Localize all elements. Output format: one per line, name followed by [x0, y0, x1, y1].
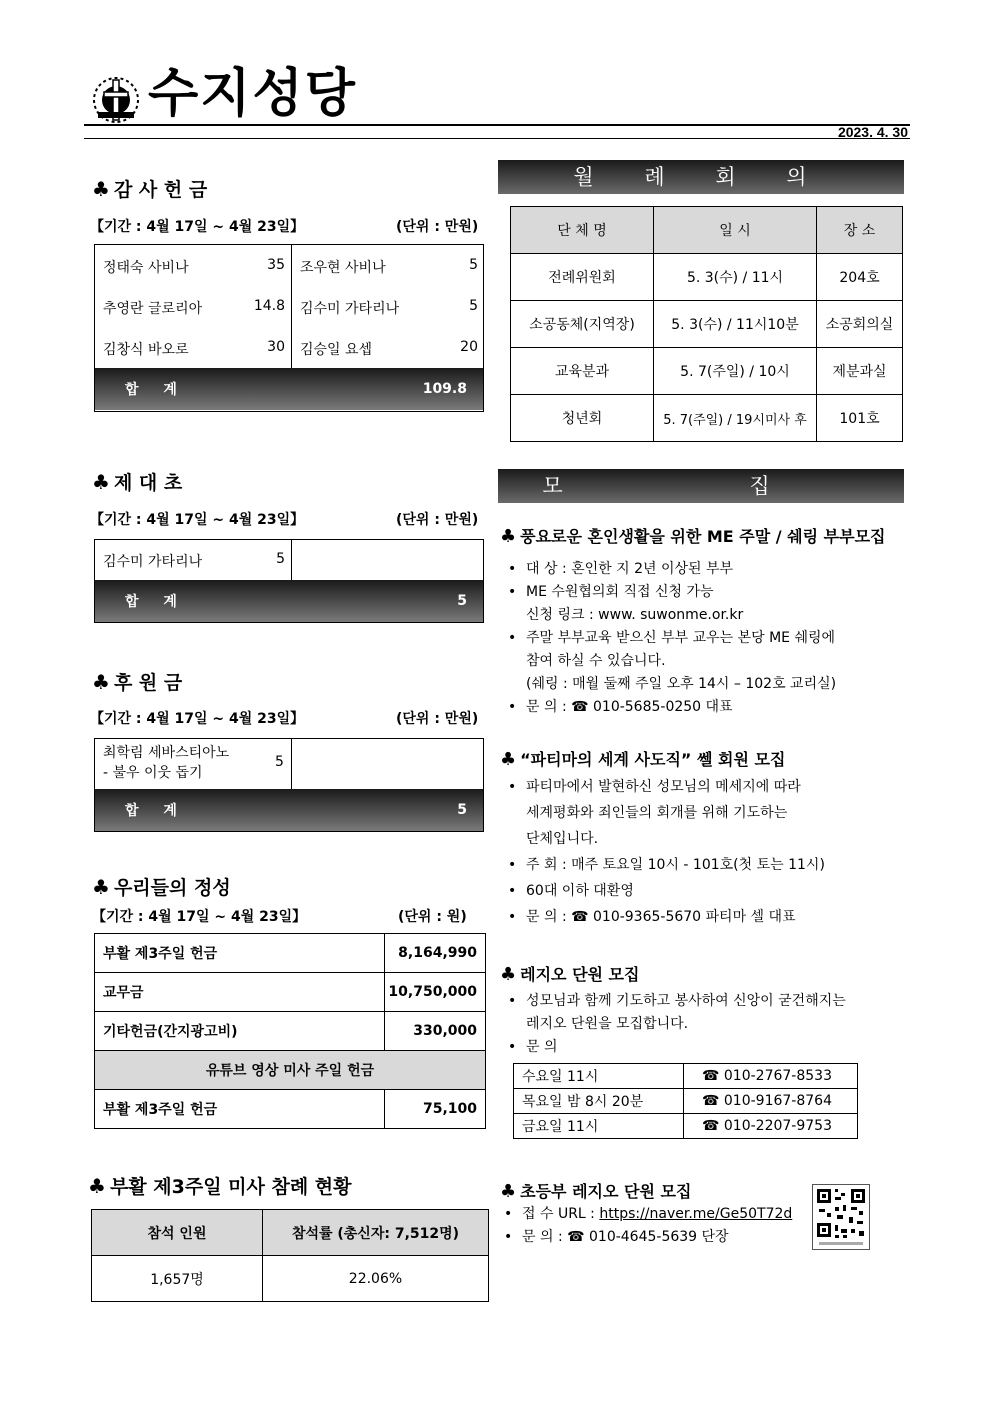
support-unit: (단위 : 만원) — [396, 711, 479, 727]
thanks-offering-title: ♣ 감 사 헌 금 — [92, 177, 208, 201]
fatima-list — [502, 774, 902, 930]
support-table — [94, 738, 484, 832]
table-row: 부활 제3주일 헌금 8,164,990 — [95, 934, 486, 973]
list-item: • 문 의 : ☎ 010-9365-5670 파티마 셀 대표 — [502, 904, 902, 930]
list-item: 레지오 단원을 모집합니다. — [526, 1016, 689, 1032]
header-rule-thin — [84, 138, 910, 139]
club-icon: ♣ — [500, 749, 517, 770]
table-row: 1,657명 22.06% — [92, 1256, 489, 1302]
bulletin-date: 2023. 4. 30 — [837, 124, 908, 140]
table-row: 참석 인원 참석률 (총신자: 7,512명) — [92, 1210, 489, 1256]
me-list — [502, 558, 902, 719]
candles-period: 【기간 : 4월 17일 ~ 4월 23일】 — [90, 512, 305, 528]
club-icon: ♣ — [88, 1174, 106, 1198]
list-item: (쉐링 : 매월 둘째 주일 오후 14시 – 102호 교리실) — [526, 676, 837, 692]
list-item: • 문 의 — [502, 1036, 902, 1059]
me-title: ♣ 풍요로운 혼인생활을 위한 ME 주말 / 쉐링 부부모집 — [500, 526, 886, 547]
list-item: 신청 링크 : www. suwonme.or.kr — [526, 607, 744, 623]
recruit-header: 모 집 — [498, 469, 904, 503]
club-icon: ♣ — [500, 526, 517, 547]
thanks-period: 【기간 : 4월 17일 ~ 4월 23일】 — [90, 219, 305, 235]
table-row: 금요일 11시 ☎ 010-2207-9753 — [514, 1114, 858, 1139]
list-item: • 대 상 : 혼인한 지 2년 이상된 부부 — [502, 558, 902, 581]
club-icon: ♣ — [500, 1181, 517, 1202]
list-item: 단체입니다. — [526, 831, 599, 847]
table-row: 교육분과 5. 7(주일) / 10시 제분과실 — [511, 348, 903, 395]
list-item: • 문 의 : ☎ 010-5685-0250 대표 — [502, 696, 902, 719]
candles-total-bar: 합 계 5 — [95, 580, 483, 622]
list-item: • 파티마에서 발현하신 성모님의 메세지에 따라 — [502, 774, 902, 800]
thanks-total-bar: 합 계 109.8 — [95, 368, 483, 410]
club-icon: ♣ — [92, 875, 110, 899]
youth-legio-list — [498, 1203, 808, 1249]
attendance-title: ♣ 부활 제3주일 미사 참례 현황 — [88, 1174, 352, 1198]
club-icon: ♣ — [500, 964, 517, 985]
legio-title: ♣ 레지오 단원 모집 — [500, 964, 640, 985]
support-amount: 5 — [275, 754, 284, 770]
candles-unit: (단위 : 만원) — [396, 512, 479, 528]
attendance-table — [91, 1209, 489, 1302]
offering-period: 【기간 : 4월 17일 ~ 4월 23일】 — [92, 909, 307, 925]
church-logo-icon — [90, 72, 142, 124]
registration-link[interactable]: https://naver.me/Ge50T72d — [599, 1206, 793, 1222]
list-item: • 주 회 : 매주 토요일 10시 - 101호(첫 토는 11시) — [502, 852, 902, 878]
header-rule — [84, 124, 910, 126]
table-row: 기타헌금(간지광고비) 330,000 — [95, 1012, 486, 1051]
thanks-unit: (단위 : 만원) — [396, 219, 479, 235]
list-item: 김수미 가타리나 5 — [103, 551, 285, 570]
meetings-header: 월 례 회 의 — [498, 160, 904, 194]
page-title: 수지성당 — [148, 64, 357, 124]
list-item: • ME 수원협의회 직접 신청 가능 — [502, 581, 902, 604]
support-title: ♣ 후 원 금 — [92, 670, 183, 694]
qr-code-icon — [812, 1184, 870, 1250]
table-row: 유튜브 영상 미사 주일 헌금 — [95, 1051, 486, 1090]
candles-table — [94, 539, 484, 623]
legio-list — [502, 990, 902, 1059]
list-item: • 성모님과 함께 기도하고 봉사하여 신앙이 굳건해지는 — [502, 990, 902, 1013]
list-item: 김수미 가타리나 5 — [300, 298, 478, 317]
offering-table — [94, 933, 486, 1129]
list-item: 정태숙 사비나 35 — [103, 257, 285, 276]
list-item: • 접 수 URL : https://naver.me/Ge50T72d — [498, 1203, 808, 1226]
support-period: 【기간 : 4월 17일 ~ 4월 23일】 — [90, 711, 305, 727]
club-icon: ♣ — [92, 470, 110, 494]
meetings-table — [510, 206, 903, 442]
table-row: 교무금 10,750,000 — [95, 973, 486, 1012]
offering-title: ♣ 우리들의 정성 — [92, 875, 231, 899]
list-item: 김창식 바오로 30 — [103, 339, 285, 358]
support-total-bar: 합 계 5 — [95, 789, 483, 831]
list-item: 추영란 글로리아 14.8 — [103, 298, 285, 317]
table-row: 소공동체(지역장) 5. 3(수) / 11시10분 소공회의실 — [511, 301, 903, 348]
list-item: 조우현 사비나 5 — [300, 257, 478, 276]
club-icon: ♣ — [92, 177, 110, 201]
offering-unit: (단위 : 원) — [398, 909, 467, 925]
candles-title: ♣ 제 대 초 — [92, 470, 183, 494]
list-item: • 주말 부부교육 받으신 부부 교우는 본당 ME 쉐링에 — [502, 627, 902, 650]
legio-contacts-table — [513, 1063, 858, 1139]
list-item: • 60대 이하 대환영 — [502, 878, 902, 904]
thanks-right-list — [300, 257, 478, 380]
list-item: 참여 하실 수 있습니다. — [526, 653, 666, 669]
list-item: 세계평화와 죄인들의 회개를 위해 기도하는 — [526, 805, 788, 821]
table-row: 청년회 5. 7(주일) / 19시미사 후 101호 — [511, 395, 903, 442]
table-row: 목요일 밤 8시 20분 ☎ 010-9167-8764 — [514, 1089, 858, 1114]
table-row: 단 체 명 일 시 장 소 — [511, 207, 903, 254]
fatima-title: ♣ “파티마의 세계 사도직” 쎌 회원 모집 — [500, 749, 786, 770]
table-row: 부활 제3주일 헌금 75,100 — [95, 1090, 486, 1129]
club-icon: ♣ — [92, 670, 110, 694]
thanks-left-list — [103, 257, 285, 380]
list-item: 김승일 요셉 20 — [300, 339, 478, 358]
youth-legio-title: ♣ 초등부 레지오 단원 모집 — [500, 1181, 692, 1202]
table-row: 전례위원회 5. 3(수) / 11시 204호 — [511, 254, 903, 301]
list-item: • 문 의 : ☎ 010-4645-5639 단장 — [498, 1226, 808, 1249]
table-row: 수요일 11시 ☎ 010-2767-8533 — [514, 1064, 858, 1089]
support-donor: 최학림 세바스티아노 - 불우 이웃 돕기 — [103, 745, 230, 781]
thanks-table — [94, 244, 484, 412]
